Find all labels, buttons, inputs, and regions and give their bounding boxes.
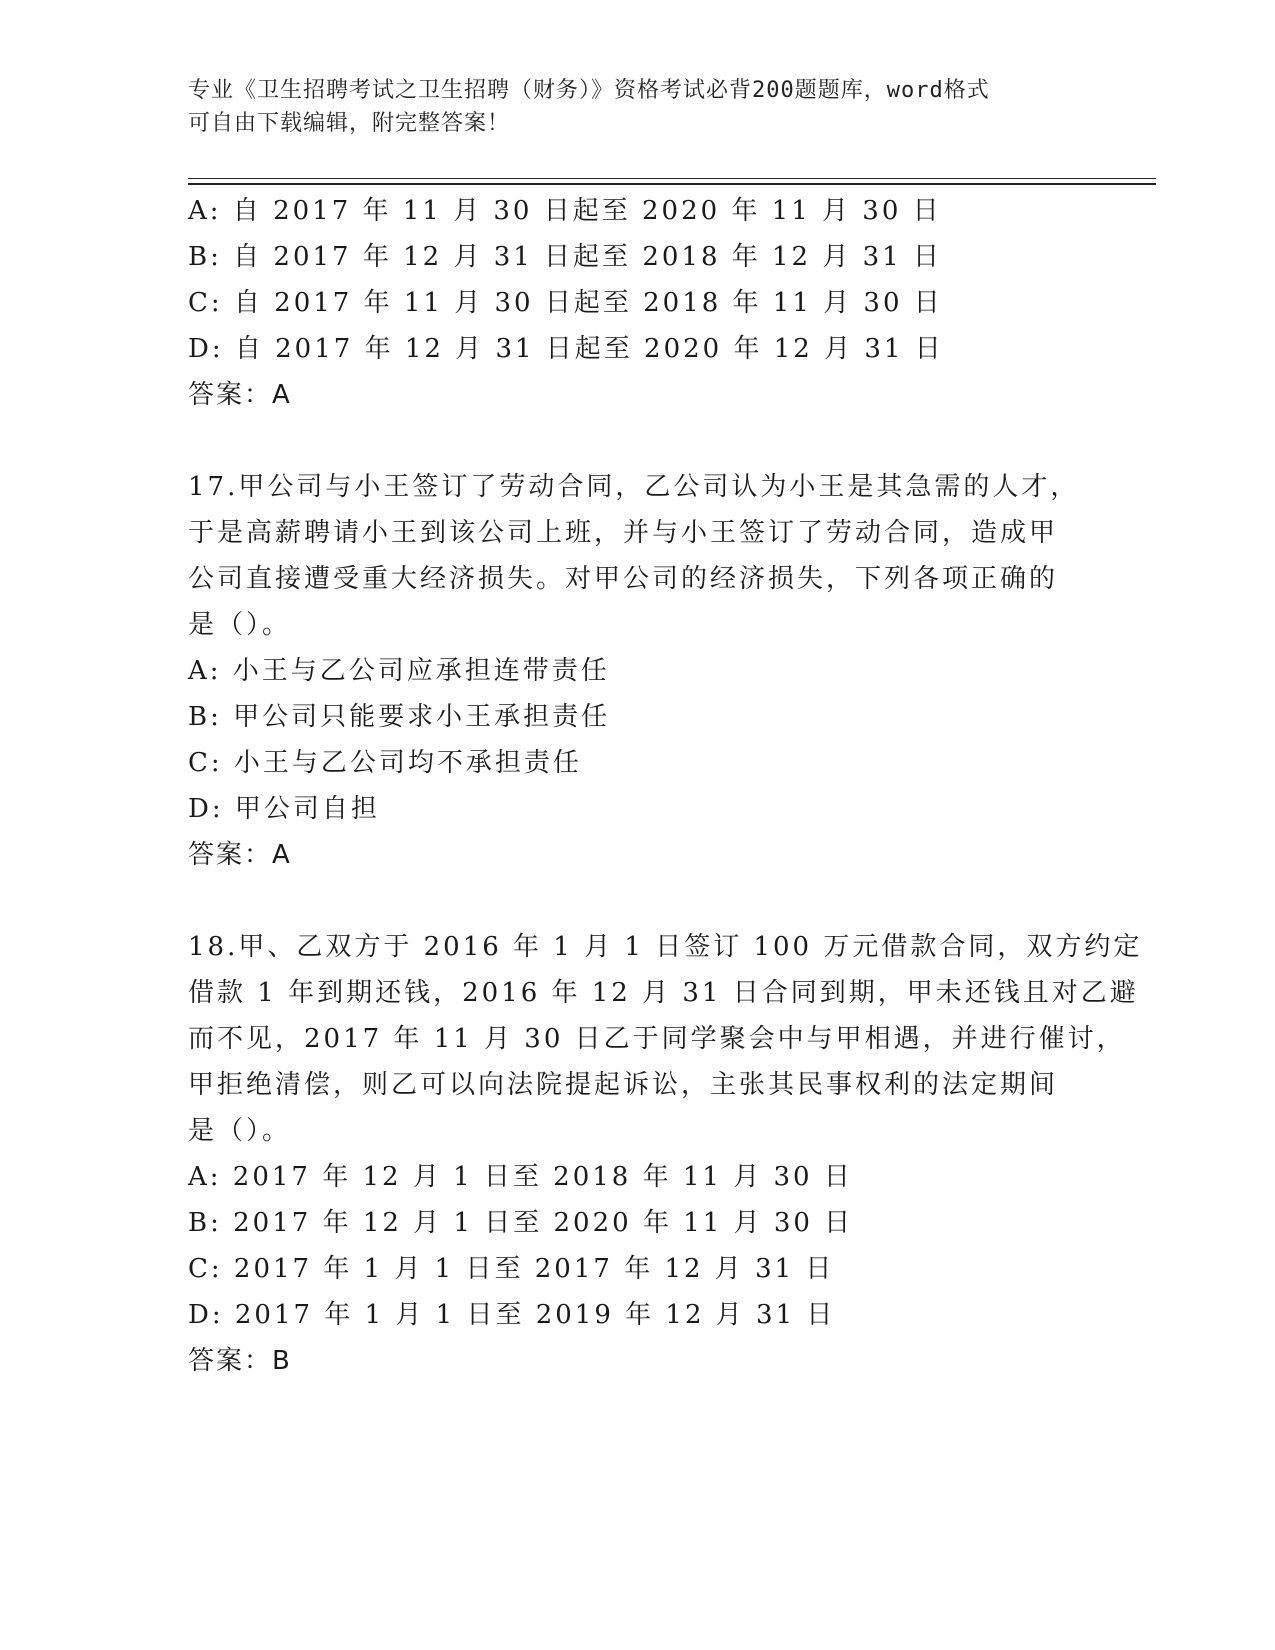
header-divider-thin (188, 178, 1156, 179)
question-17 (188, 464, 1088, 878)
question-stem-line: 公司直接遭受重大经济损失。对甲公司的经济损失，下列各项正确的 (188, 564, 1059, 594)
option-d: D: 甲公司自担 (188, 794, 380, 824)
header-line-1: 专业《卫生招聘考试之卫生招聘（财务）》资格考试必背200题题库，word格式 (188, 78, 990, 103)
question-stem-line: 18.甲、乙双方于 2016 年 1 月 1 日签订 100 万元借款合同，双方约定 (188, 932, 1143, 962)
question-stem-line: 甲拒绝清偿，则乙可以向法院提起诉讼，主张其民事权利的法定期间 (188, 1070, 1059, 1100)
option-c: C: 小王与乙公司均不承担责任 (188, 748, 582, 778)
answer-label: 答案：A (188, 840, 292, 870)
option-a: A: 2017 年 12 月 1 日至 2018 年 11 月 30 日 (188, 1162, 853, 1192)
spacer (188, 878, 1088, 924)
option-b: B: 2017 年 12 月 1 日至 2020 年 11 月 30 日 (188, 1208, 854, 1238)
document-header (188, 74, 1068, 140)
question-18 (188, 924, 1143, 1384)
option-a: A: 自 2017 年 11 月 30 日起至 2020 年 11 月 30 日 (188, 196, 942, 226)
question-stem-line: 于是高薪聘请小王到该公司上班，并与小王签订了劳动合同，造成甲 (188, 518, 1059, 548)
question-16 (188, 188, 1088, 418)
spacer (188, 418, 1088, 464)
question-stem-line: 17.甲公司与小王签订了劳动合同，乙公司认为小王是其急需的人才， (188, 472, 1080, 502)
option-d: D: 自 2017 年 12 月 31 日起至 2020 年 12 月 31 日 (188, 334, 944, 364)
option-b: B: 甲公司只能要求小王承担责任 (188, 702, 611, 732)
question-stem-line: 是（）。 (188, 610, 292, 640)
header-divider-thick (188, 183, 1156, 185)
option-c: C: 自 2017 年 11 月 30 日起至 2018 年 11 月 30 日 (188, 288, 943, 318)
option-b: B: 自 2017 年 12 月 31 日起至 2018 年 12 月 31 日 (188, 242, 942, 272)
answer-label: 答案：B (188, 1346, 292, 1376)
option-d: D: 2017 年 1 月 1 日至 2019 年 12 月 31 日 (188, 1300, 836, 1330)
answer-label: 答案：A (188, 380, 292, 410)
question-stem-line: 是（）。 (188, 1116, 292, 1146)
question-list (188, 188, 1143, 1384)
header-line-2: 可自由下载编辑，附完整答案！ (188, 111, 511, 136)
option-c: C: 2017 年 1 月 1 日至 2017 年 12 月 31 日 (188, 1254, 835, 1284)
question-stem-line: 借款 1 年到期还钱，2016 年 12 月 31 日合同到期，甲未还钱且对乙避 (188, 978, 1139, 1008)
question-stem-line: 而不见，2017 年 11 月 30 日乙于同学聚会中与甲相遇，并进行催讨， (188, 1024, 1126, 1054)
option-a: A: 小王与乙公司应承担连带责任 (188, 656, 610, 686)
